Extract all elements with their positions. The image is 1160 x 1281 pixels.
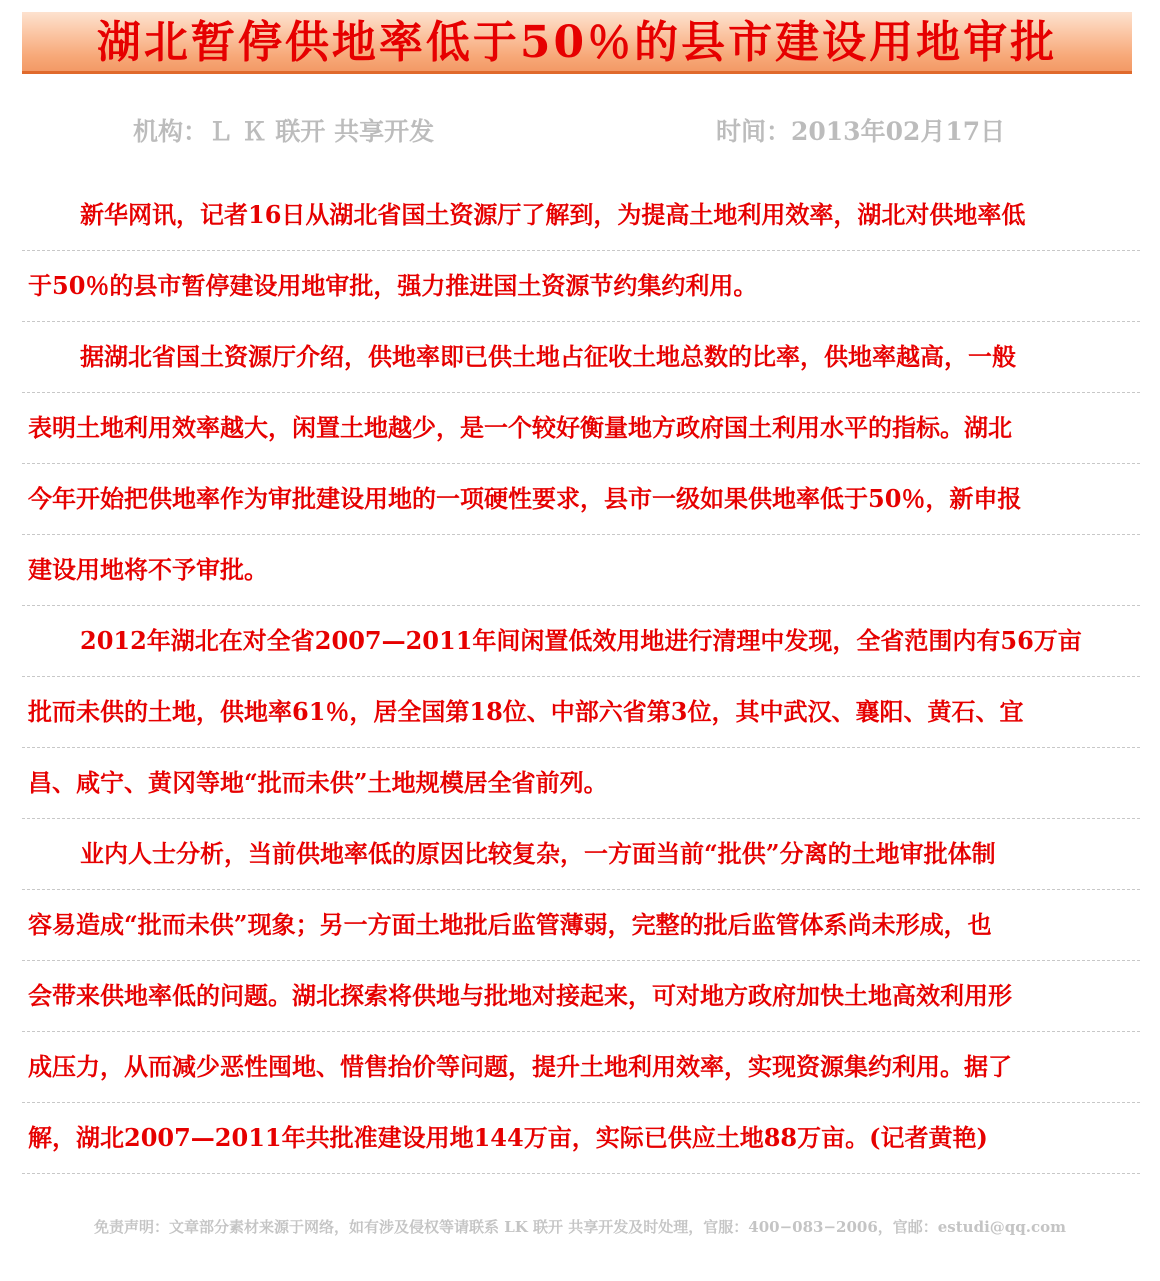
text-line: 业内人士分析，当前供地率低的原因比较复杂，一方面当前“批供”分离的土地审批体制 <box>22 819 1140 890</box>
text-line: 新华网讯，记者16日从湖北省国土资源厅了解到，为提高土地利用效率，湖北对供地率低 <box>22 180 1140 251</box>
text-line: 据湖北省国土资源厅介绍，供地率即已供土地占征收土地总数的比率，供地率越高，一般 <box>22 322 1140 393</box>
text-line: 会带来供地率低的问题。湖北探索将供地与批地对接起来，可对地方政府加快土地高效利用形 <box>22 961 1140 1032</box>
text-line: 建设用地将不予审批。 <box>22 535 1140 606</box>
text-line: 2012年湖北在对全省2007—2011年间闲置低效用地进行清理中发现，全省范围内有56万亩 <box>22 606 1140 677</box>
publish-time: 时间：2013年02月17日 <box>716 117 1006 146</box>
text-line: 于50％的县市暂停建设用地审批，强力推进国土资源节约集约利用。 <box>22 251 1140 322</box>
text-line: 昌、咸宁、黄冈等地“批而未供”土地规模居全省前列。 <box>22 748 1140 819</box>
text-line: 容易造成“批而未供”现象；另一方面土地批后监管薄弱，完整的批后监管体系尚未形成，也 <box>22 890 1140 961</box>
disclaimer-footer: 免责声明：文章部分素材来源于网络，如有涉及侵权等请联系 LK 联开 共享开发及时处理，官服：400−083−2006，官邮：estudi@qq.com <box>94 1218 1066 1236</box>
article-body <box>22 180 1140 1174</box>
text-line: 今年开始把供地率作为审批建设用地的一项硬性要求，县市一级如果供地率低于50％，新申报 <box>22 464 1140 535</box>
text-line: 成压力，从而减少恶性囤地、惜售抬价等问题，提升土地利用效率，实现资源集约利用。据了 <box>22 1032 1140 1103</box>
text-line: 表明土地利用效率越大，闲置土地越少，是一个较好衡量地方政府国土利用水平的指标。湖北 <box>22 393 1140 464</box>
organization-label: 机构：Ｌ Ｋ 联开 共享开发 <box>133 117 435 146</box>
text-line: 批而未供的土地，供地率61％，居全国第18位、中部六省第3位，其中武汉、襄阳、黄石、宜 <box>22 677 1140 748</box>
text-line: 解，湖北2007—2011年共批准建设用地144万亩，实际已供应土地88万亩。(记者黄艳) <box>22 1103 1140 1174</box>
page-title: 湖北暂停供地率低于50％的县市建设用地审批 <box>96 17 1058 68</box>
title-banner <box>22 12 1132 74</box>
